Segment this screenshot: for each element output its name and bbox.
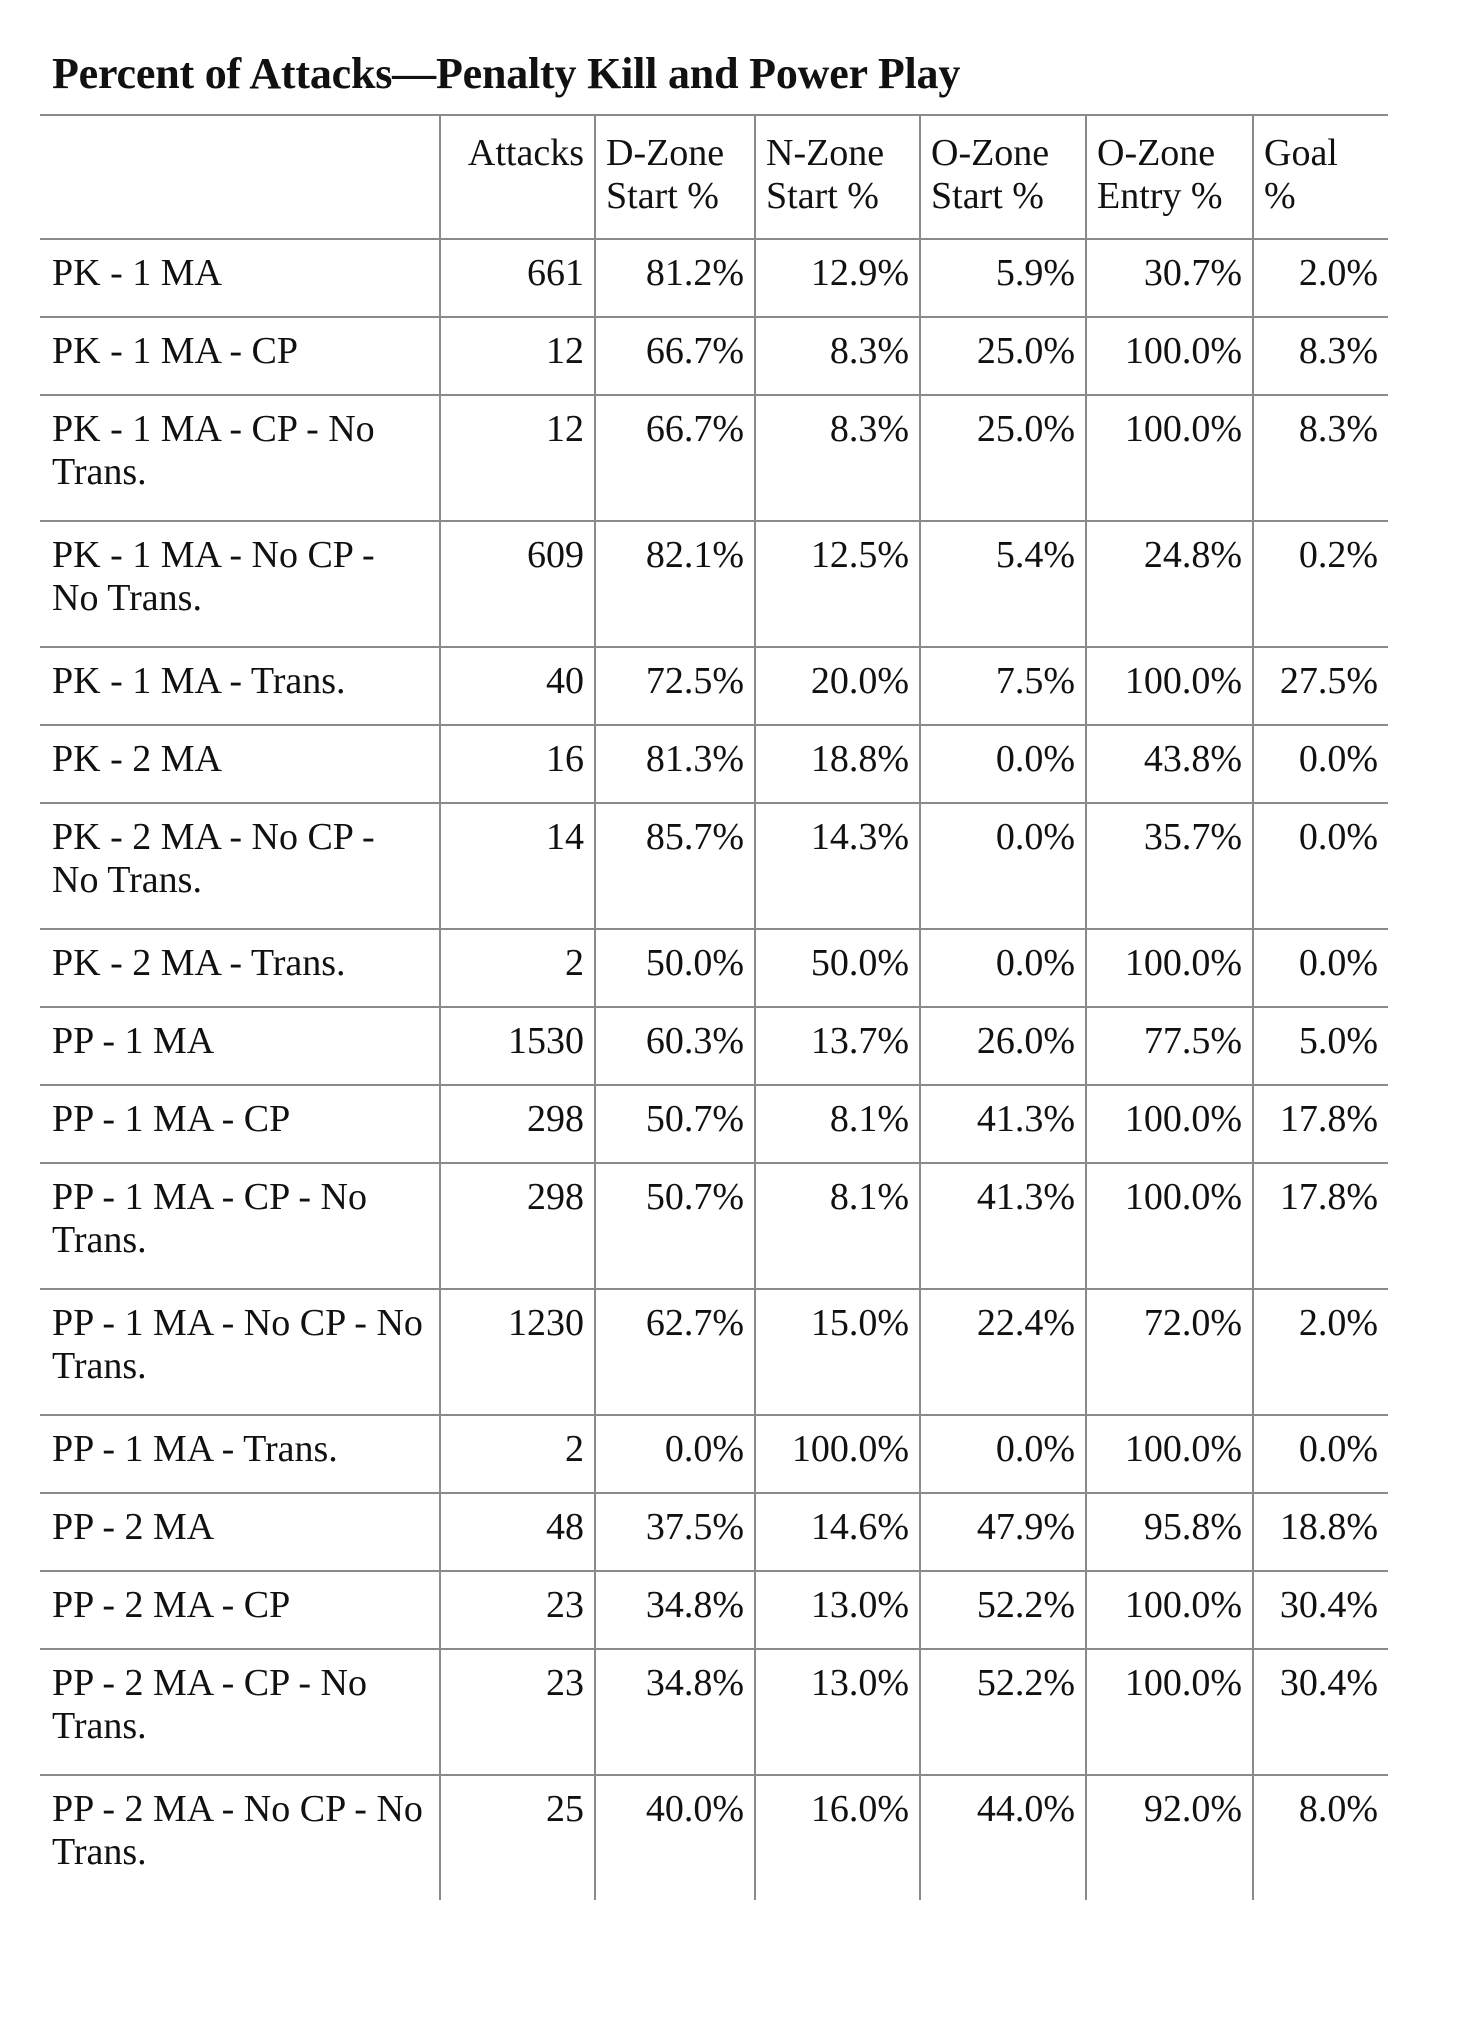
cell-goal: 2.0%: [1253, 239, 1388, 317]
cell-ozone-start: 0.0%: [920, 929, 1086, 1007]
cell-ozone-start: 25.0%: [920, 317, 1086, 395]
cell-dzone-start: 62.7%: [595, 1289, 755, 1415]
row-label: PK - 1 MA - CP - No Trans.: [40, 395, 440, 521]
table-row: [40, 1163, 1388, 1289]
cell-nzone-start: 14.6%: [755, 1493, 920, 1571]
header-attacks: [440, 115, 595, 239]
cell-ozone-start: 22.4%: [920, 1289, 1086, 1415]
row-label: PK - 1 MA: [40, 239, 440, 317]
row-label: PK - 1 MA - No CP - No Trans.: [40, 521, 440, 647]
table-row: [40, 395, 1388, 521]
table-row: [40, 1493, 1388, 1571]
cell-dzone-start: 60.3%: [595, 1007, 755, 1085]
cell-attacks: 48: [440, 1493, 595, 1571]
header-dzone-start-line1: D-Zone: [606, 132, 725, 174]
cell-nzone-start: 8.3%: [755, 395, 920, 521]
cell-dzone-start: 34.8%: [595, 1571, 755, 1649]
cell-ozone-start: 41.3%: [920, 1163, 1086, 1289]
cell-nzone-start: 14.3%: [755, 803, 920, 929]
cell-dzone-start: 50.0%: [595, 929, 755, 1007]
stats-table: [40, 114, 1388, 1900]
cell-dzone-start: 37.5%: [595, 1493, 755, 1571]
cell-goal: 0.0%: [1253, 803, 1388, 929]
cell-ozone-entry: 100.0%: [1086, 647, 1253, 725]
table-row: [40, 725, 1388, 803]
cell-ozone-entry: 92.0%: [1086, 1775, 1253, 1900]
table-header: [40, 115, 1388, 239]
cell-nzone-start: 12.9%: [755, 239, 920, 317]
cell-ozone-entry: 100.0%: [1086, 1085, 1253, 1163]
cell-nzone-start: 13.0%: [755, 1571, 920, 1649]
row-label: PK - 2 MA - Trans.: [40, 929, 440, 1007]
cell-attacks: 16: [440, 725, 595, 803]
cell-ozone-entry: 100.0%: [1086, 395, 1253, 521]
table-row: [40, 1415, 1388, 1493]
header-goal: [1253, 115, 1388, 239]
cell-attacks: 2: [440, 1415, 595, 1493]
cell-nzone-start: 8.1%: [755, 1085, 920, 1163]
cell-goal: 8.0%: [1253, 1775, 1388, 1900]
cell-attacks: 25: [440, 1775, 595, 1900]
header-ozone-start: [920, 115, 1086, 239]
cell-dzone-start: 82.1%: [595, 521, 755, 647]
row-label: PP - 2 MA - CP: [40, 1571, 440, 1649]
page-title: Percent of Attacks—Penalty Kill and Power Play: [52, 49, 961, 98]
cell-goal: 5.0%: [1253, 1007, 1388, 1085]
cell-attacks: 661: [440, 239, 595, 317]
cell-goal: 0.0%: [1253, 929, 1388, 1007]
cell-ozone-entry: 35.7%: [1086, 803, 1253, 929]
cell-ozone-entry: 30.7%: [1086, 239, 1253, 317]
cell-ozone-entry: 95.8%: [1086, 1493, 1253, 1571]
table-row: [40, 521, 1388, 647]
table-row: [40, 803, 1388, 929]
row-label: PP - 1 MA - Trans.: [40, 1415, 440, 1493]
cell-attacks: 609: [440, 521, 595, 647]
row-label: PP - 2 MA - CP - No Trans.: [40, 1649, 440, 1775]
cell-attacks: 23: [440, 1649, 595, 1775]
header-goal-line1: Goal: [1264, 132, 1338, 174]
cell-goal: 30.4%: [1253, 1649, 1388, 1775]
header-label-column: [40, 115, 440, 239]
cell-nzone-start: 18.8%: [755, 725, 920, 803]
cell-goal: 17.8%: [1253, 1163, 1388, 1289]
table-row: [40, 239, 1388, 317]
cell-nzone-start: 13.7%: [755, 1007, 920, 1085]
cell-attacks: 1230: [440, 1289, 595, 1415]
header-dzone-start: [595, 115, 755, 239]
cell-ozone-entry: 24.8%: [1086, 521, 1253, 647]
header-dzone-start-line2: Start %: [606, 174, 719, 217]
cell-ozone-start: 5.4%: [920, 521, 1086, 647]
cell-goal: 0.0%: [1253, 1415, 1388, 1493]
row-label: PP - 1 MA: [40, 1007, 440, 1085]
cell-ozone-entry: 100.0%: [1086, 1571, 1253, 1649]
cell-dzone-start: 50.7%: [595, 1163, 755, 1289]
cell-ozone-entry: 100.0%: [1086, 1415, 1253, 1493]
row-label: PP - 1 MA - CP - No Trans.: [40, 1163, 440, 1289]
cell-ozone-start: 0.0%: [920, 803, 1086, 929]
cell-ozone-entry: 72.0%: [1086, 1289, 1253, 1415]
cell-ozone-start: 41.3%: [920, 1085, 1086, 1163]
cell-ozone-entry: 100.0%: [1086, 1163, 1253, 1289]
cell-ozone-start: 0.0%: [920, 725, 1086, 803]
header-ozone-entry-line1: O-Zone: [1097, 132, 1216, 174]
cell-goal: 0.2%: [1253, 521, 1388, 647]
row-label: PK - 1 MA - CP: [40, 317, 440, 395]
table-row: [40, 1571, 1388, 1649]
cell-dzone-start: 81.3%: [595, 725, 755, 803]
header-nzone-start-line1: N-Zone: [766, 132, 885, 174]
cell-attacks: 12: [440, 317, 595, 395]
cell-nzone-start: 12.5%: [755, 521, 920, 647]
cell-dzone-start: 81.2%: [595, 239, 755, 317]
cell-ozone-start: 52.2%: [920, 1571, 1086, 1649]
cell-ozone-start: 44.0%: [920, 1775, 1086, 1900]
cell-ozone-start: 5.9%: [920, 239, 1086, 317]
cell-nzone-start: 20.0%: [755, 647, 920, 725]
cell-ozone-entry: 100.0%: [1086, 317, 1253, 395]
cell-attacks: 298: [440, 1163, 595, 1289]
table-row: [40, 1775, 1388, 1900]
cell-nzone-start: 8.1%: [755, 1163, 920, 1289]
cell-nzone-start: 8.3%: [755, 317, 920, 395]
cell-goal: 18.8%: [1253, 1493, 1388, 1571]
cell-dzone-start: 66.7%: [595, 395, 755, 521]
cell-nzone-start: 100.0%: [755, 1415, 920, 1493]
cell-dzone-start: 72.5%: [595, 647, 755, 725]
cell-goal: 8.3%: [1253, 395, 1388, 521]
cell-dzone-start: 0.0%: [595, 1415, 755, 1493]
cell-nzone-start: 16.0%: [755, 1775, 920, 1900]
header-nzone-start: [755, 115, 920, 239]
header-ozone-start-line2: Start %: [931, 174, 1044, 217]
cell-attacks: 298: [440, 1085, 595, 1163]
cell-dzone-start: 85.7%: [595, 803, 755, 929]
cell-ozone-entry: 43.8%: [1086, 725, 1253, 803]
table-row: [40, 317, 1388, 395]
cell-attacks: 14: [440, 803, 595, 929]
cell-nzone-start: 50.0%: [755, 929, 920, 1007]
row-label: PP - 2 MA: [40, 1493, 440, 1571]
row-label: PK - 1 MA - Trans.: [40, 647, 440, 725]
row-label: PK - 2 MA: [40, 725, 440, 803]
cell-ozone-start: 47.9%: [920, 1493, 1086, 1571]
cell-attacks: 12: [440, 395, 595, 521]
header-goal-line2: %: [1264, 174, 1296, 217]
cell-goal: 8.3%: [1253, 317, 1388, 395]
table-row: [40, 647, 1388, 725]
cell-attacks: 2: [440, 929, 595, 1007]
header-ozone-entry-line2: Entry %: [1097, 174, 1223, 217]
cell-ozone-start: 52.2%: [920, 1649, 1086, 1775]
cell-attacks: 1530: [440, 1007, 595, 1085]
row-label: PK - 2 MA - No CP - No Trans.: [40, 803, 440, 929]
cell-ozone-entry: 77.5%: [1086, 1007, 1253, 1085]
header-attacks-line1: Attacks: [467, 132, 584, 174]
cell-nzone-start: 15.0%: [755, 1289, 920, 1415]
table-row: [40, 1085, 1388, 1163]
cell-goal: 17.8%: [1253, 1085, 1388, 1163]
table-body: [40, 239, 1388, 1900]
row-label: PP - 1 MA - CP: [40, 1085, 440, 1163]
cell-ozone-entry: 100.0%: [1086, 929, 1253, 1007]
table-row: [40, 1649, 1388, 1775]
cell-ozone-start: 25.0%: [920, 395, 1086, 521]
cell-dzone-start: 34.8%: [595, 1649, 755, 1775]
row-label: PP - 2 MA - No CP - No Trans.: [52, 1788, 423, 1873]
header-ozone-entry: [1086, 115, 1253, 239]
cell-dzone-start: 66.7%: [595, 317, 755, 395]
header-nzone-start-line2: Start %: [766, 174, 879, 217]
cell-goal: 0.0%: [1253, 725, 1388, 803]
header-row: [40, 115, 1388, 239]
table-row: [40, 1289, 1388, 1415]
cell-ozone-start: 0.0%: [920, 1415, 1086, 1493]
cell-goal: 2.0%: [1253, 1289, 1388, 1415]
cell-ozone-start: 26.0%: [920, 1007, 1086, 1085]
cell-dzone-start: 40.0%: [595, 1775, 755, 1900]
cell-dzone-start: 50.7%: [595, 1085, 755, 1163]
table-row: [40, 1007, 1388, 1085]
cell-ozone-entry: 100.0%: [1086, 1649, 1253, 1775]
cell-ozone-start: 7.5%: [920, 647, 1086, 725]
row-label: PP - 1 MA - No CP - No Trans.: [40, 1289, 440, 1415]
table-row: [40, 929, 1388, 1007]
cell-goal: 30.4%: [1253, 1571, 1388, 1649]
cell-attacks: 40: [440, 647, 595, 725]
cell-nzone-start: 13.0%: [755, 1649, 920, 1775]
cell-attacks: 23: [440, 1571, 595, 1649]
cell-goal: 27.5%: [1253, 647, 1388, 725]
header-ozone-start-line1: O-Zone: [931, 132, 1050, 174]
